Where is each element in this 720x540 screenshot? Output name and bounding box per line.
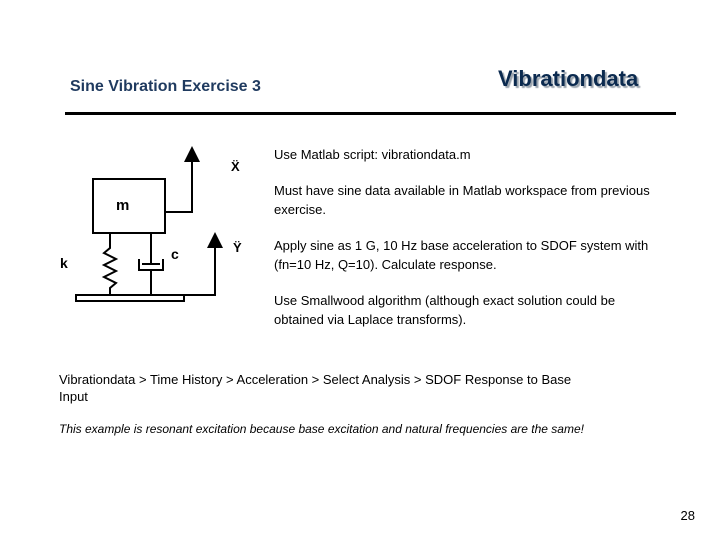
base-plate bbox=[76, 295, 184, 301]
instruction-item: Use Smallwood algorithm (although exact solution could be obtained via Laplace transforms). bbox=[274, 293, 616, 327]
damper-label: c bbox=[171, 246, 179, 262]
instruction-item: Use Matlab script: vibrationdata.m bbox=[274, 147, 471, 162]
mass-accel-arrow bbox=[165, 154, 192, 212]
resonance-note: This example is resonant excitation because base excitation and natural frequencies are the same! bbox=[59, 422, 584, 436]
page-number: 28 bbox=[680, 508, 695, 523]
menu-path: Vibrationdata > Time History > Acceleration > Select Analysis > SDOF Response to Base Input bbox=[59, 372, 572, 404]
brand-title: Vibrationdata bbox=[498, 66, 639, 91]
spring-label: k bbox=[60, 255, 68, 271]
slide-subtitle: Sine Vibration Exercise 3 bbox=[70, 78, 261, 95]
base-accel-arrow bbox=[184, 240, 215, 295]
sdof-diagram bbox=[50, 140, 265, 310]
spring bbox=[104, 233, 116, 295]
base-accel-label: Ÿ bbox=[233, 240, 242, 255]
instruction-item: Must have sine data available in Matlab workspace from previous exercise. bbox=[274, 183, 650, 217]
header-divider bbox=[65, 112, 676, 115]
instruction-list bbox=[274, 145, 654, 346]
instruction-item: Apply sine as 1 G, 10 Hz base acceleration to SDOF system with (fn=10 Hz, Q=10). Calculate response. bbox=[274, 238, 649, 272]
mass-label: m bbox=[116, 197, 130, 214]
mass-accel-label: Ẍ bbox=[231, 159, 240, 174]
